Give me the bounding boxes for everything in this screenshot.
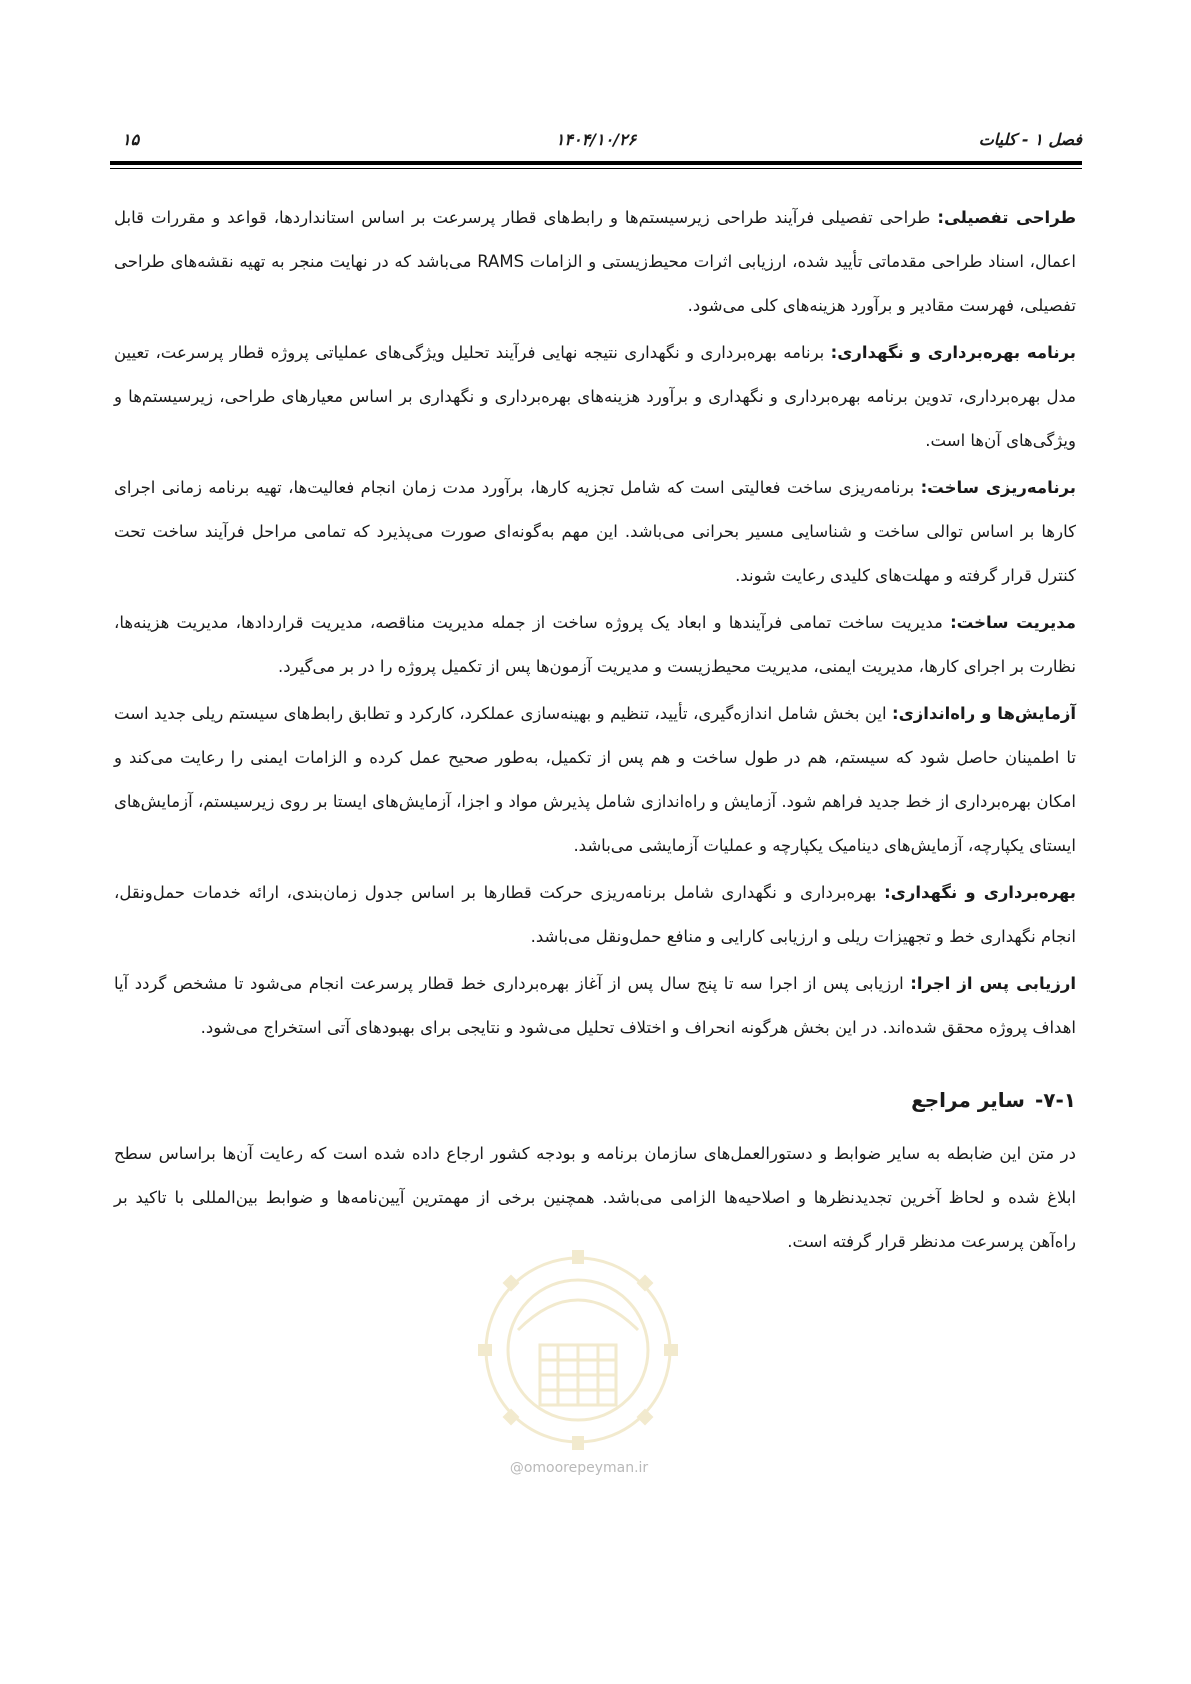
- chapter-title: فصل ۱ - کلیات: [978, 130, 1082, 149]
- definition-term: مدیریت ساخت:: [950, 613, 1076, 632]
- section-paragraph: در متن این ضابطه به سایر ضوابط و دستورالعمل‌های سازمان برنامه و بودجه کشور ارجاع داده شده است که رعایت آن‌ها براساس سطح ابلاغ شده و لحاظ آخرین تجدیدنظرها و اصلاحیه‌ها الزامی می‌باشد. همچنین برخی از مهمترین آیین‌نامه‌ها و ضوابط بین‌المللی با تاکید بر راه‌آهن پرسرعت مدنظر قرار گرفته است.: [114, 1144, 1076, 1251]
- definition-text: طراحی تفصیلی فرآیند طراحی زیرسیستم‌ها و رابط‌های قطار پرسرعت بر اساس استانداردها، قواعد و مقررات قابل اعمال، اسناد طراحی مقدماتی تأیید شده، ارزیابی اثرات محیط‌زیستی و الزامات RAMS می‌باشد که در نهایت منجر به تهیه نقشه‌های طراحی تفصیلی، فهرست مقادیر و برآورد هزینه‌های کلی می‌شود.: [114, 208, 1076, 315]
- definition-term: بهره‌برداری و نگهداری:: [884, 883, 1076, 902]
- definition-term: برنامه بهره‌برداری و نگهداری:: [830, 343, 1076, 362]
- definition-text: برنامه‌ریزی ساخت فعالیتی است که شامل تجزیه کارها، برآورد مدت زمان انجام فعالیت‌ها، تهیه برنامه زمانی اجرای کارها بر اساس توالی ساخت و شناسایی مسیر بحرانی می‌باشد. این مهم به‌گونه‌ای صورت می‌پذیرد که تمامی مراحل فرآیند ساخت تحت کنترل قرار گرفته و مهلت‌های کلیدی رعایت شوند.: [114, 478, 1076, 585]
- definition-paragraph: [114, 601, 1076, 689]
- definition-paragraph: [114, 962, 1076, 1050]
- header-rule-thick: [110, 161, 1082, 165]
- header-rule-thin: [110, 168, 1082, 169]
- header-date: ۱۴۰۴/۱۰/۲۶: [555, 130, 637, 149]
- definition-paragraph: [114, 331, 1076, 463]
- definition-text: این بخش شامل اندازه‌گیری، تأیید، تنظیم و بهینه‌سازی عملکرد، کارکرد و تطابق رابط‌های سیستم ریلی جدید است تا اطمینان حاصل شود که سیستم، هم در طول ساخت و هم پس از تکمیل، به‌طور صحیح عمل کرده و الزامات ایمنی را رعایت می‌کند و امکان بهره‌برداری از خط جدید فراهم شود. آزمایش و راه‌اندازی شامل پذیرش مواد و اجزا، آزمایش‌های ایستا بر روی زیرسیستم، آزمایش‌های ایستای یکپارچه، آزمایش‌های دینامیک یکپارچه و عملیات آزمایشی می‌باشد.: [114, 704, 1076, 855]
- watermark-logo: [478, 1250, 678, 1460]
- section-heading: [114, 1080, 1076, 1120]
- definition-text: برنامه بهره‌برداری و نگهداری نتیجه نهایی فرآیند تحلیل ویژگی‌های عملیاتی پروژه قطار پرسرعت، تعیین مدل بهره‌برداری، تدوین برنامه بهره‌برداری و نگهداری و برآورد هزینه‌های بهره‌برداری و نگهداری بر اساس معیارهای طراحی، زیرسیستم‌ها و ویژگی‌های آن‌ها است.: [114, 343, 1076, 450]
- page-body: [114, 196, 1076, 1267]
- page-header: [110, 130, 1082, 156]
- definition-paragraph: [114, 692, 1076, 868]
- definition-text: ارزیابی پس از اجرا سه تا پنج سال پس از آغاز بهره‌برداری خط قطار پرسرعت انجام می‌شود تا مشخص گردد آیا اهداف پروژه محقق شده‌اند. در این بخش هرگونه انحراف و اختلاف تحلیل می‌شود و نتایجی برای بهبودهای آتی استخراج می‌شود.: [114, 974, 1076, 1037]
- definition-term: آزمایش‌ها و راه‌اندازی:: [892, 704, 1076, 723]
- definition-paragraph: [114, 871, 1076, 959]
- definition-text: مدیریت ساخت تمامی فرآیندها و ابعاد یک پروژه ساخت از جمله مدیریت مناقصه، مدیریت قراردادها، مدیریت هزینه‌ها، نظارت بر اجرای کارها، مدیریت ایمنی، مدیریت محیط‌زیست و مدیریت آزمون‌ها پس از تکمیل پروژه را در بر می‌گیرد.: [114, 613, 1076, 676]
- page-number: ۱۵: [122, 130, 140, 149]
- definition-term: ارزیابی پس از اجرا:: [910, 974, 1077, 993]
- section-title: سایر مراجع: [911, 1088, 1025, 1112]
- watermark-url: @omoorepeyman.ir: [509, 1460, 649, 1476]
- definition-paragraph: [114, 196, 1076, 328]
- definition-term: برنامه‌ریزی ساخت:: [920, 478, 1076, 497]
- definition-term: طراحی تفصیلی:: [937, 208, 1076, 227]
- definition-paragraph: [114, 466, 1076, 598]
- section-number: ۷-۱-: [1034, 1088, 1076, 1112]
- definition-text: بهره‌برداری و نگهداری شامل برنامه‌ریزی حرکت قطارها بر اساس جدول زمان‌بندی، ارائه خدمات حمل‌ونقل، انجام نگهداری خط و تجهیزات ریلی و ارزیابی کارایی و منافع حمل‌ونقل می‌باشد.: [114, 883, 1076, 946]
